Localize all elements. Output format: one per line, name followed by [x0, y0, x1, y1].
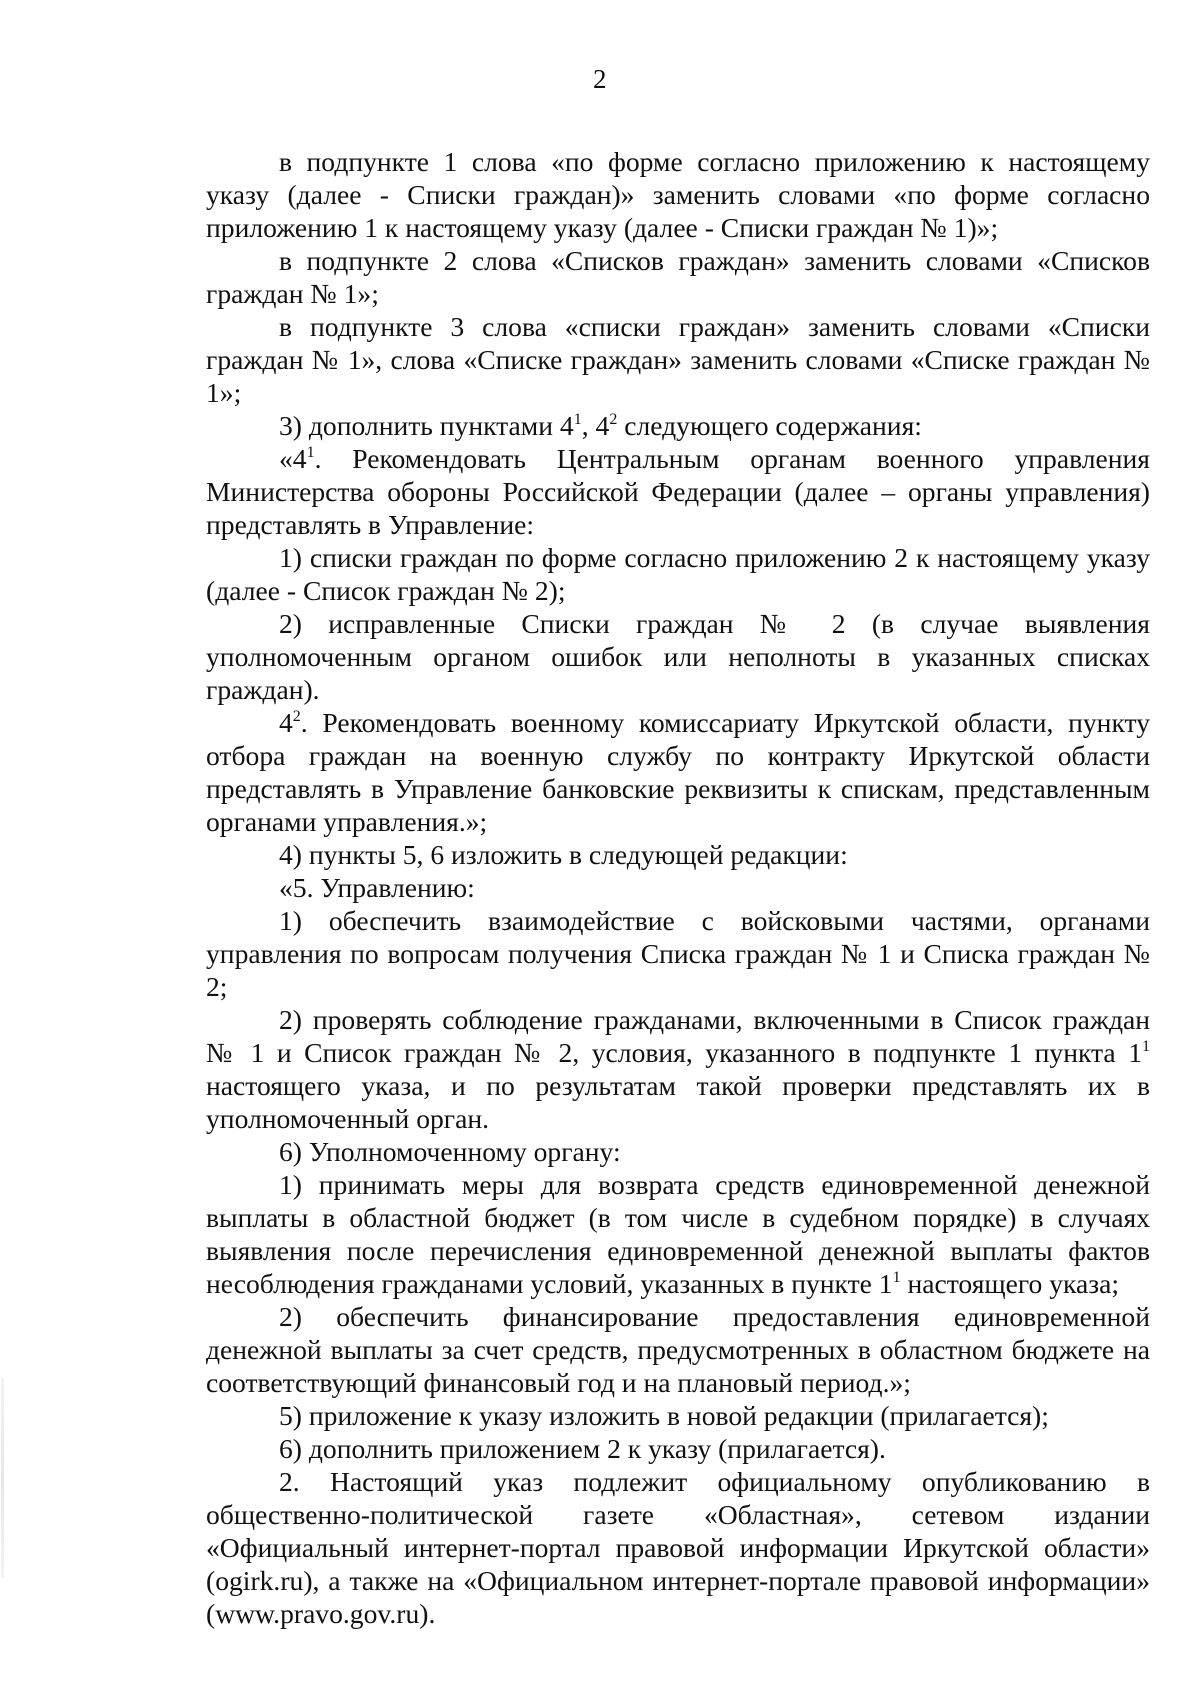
paragraph-subpoint-2: в подпункте 2 слова «Списков граждан» заменить словами «Списков граждан № 1»; — [206, 245, 1150, 309]
paragraph-point-6: 6) Уполномоченному органу: — [279, 1136, 621, 1167]
paragraph-item-5: 5) приложение к указу изложить в новой редакции (прилагается); — [279, 1400, 1049, 1431]
paragraph-item-6: 6) дополнить приложением 2 к указу (прилагается). — [279, 1433, 886, 1464]
document-body — [206, 145, 1150, 1630]
paragraph-subpoint-1: в подпункте 1 слова «по форме согласно приложению к настоящему указу (далее - Списки граждан)» заменить словами «по форме согласно приложению 1 к настоящему указу (далее - Списки граждан № 1)»; — [206, 146, 1150, 243]
paragraph-point-4-2: $4^2$. Рекомендовать военному комиссариату Иркутской области, пункту отбора граждан на военную службу по контракту Иркутской области представлять в Управление банковские реквизиты к спискам, представленным органами управления.»; — [206, 707, 1150, 837]
paragraph-item-4: 4) пункты 5, 6 изложить в следующей редакции: — [279, 839, 848, 870]
paragraph-section-2: 2. Настоящий указ подлежит официальному опубликованию в общественно-политической газете «Областная», сетевом издании «Официальный интернет-портал правовой информации Иркутской области» (ogirk.ru), а также на «Официальном интернет-портале правовой информации» (www.pravo.gov.ru). — [206, 1466, 1150, 1629]
page-number: 2 — [593, 64, 607, 94]
paragraph-point-5-item-2: 2) проверять соблюдение гражданами, включенными в Список граждан № 1 и Список граждан № 2, условия, указанного в подпункте 1 пункта $1^1$ настоящего указа, и по результатам такой проверки представлять их в уполномоченный орган. — [206, 1004, 1150, 1134]
paragraph-point-4-1: «$4^1$. Рекомендовать Центральным органам военного управления Министерства обороны Российской Федерации (далее – органы управления) представлять в Управление: — [206, 443, 1150, 540]
paragraph-list-item-1: 1) списки граждан по форме согласно приложению 2 к настоящему указу (далее - Список граждан № 2); — [206, 542, 1150, 606]
paragraph-point-5: «5. Управлению: — [279, 872, 475, 903]
paragraph-list-item-2: 2) исправленные Списки граждан № 2 (в случае выявления уполномоченным органом ошибок или неполноты в указанных списках граждан). — [206, 608, 1150, 705]
paragraph-subpoint-3: в подпункте 3 слова «списки граждан» заменить словами «Списки граждан № 1», слова «Списке граждан» заменить словами «Списке граждан № 1»; — [206, 311, 1150, 408]
paragraph-point-6-item-1: 1) принимать меры для возврата средств единовременной денежной выплаты в областной бюджет (в том числе в судебном порядке) в случаях выявления после перечисления единовременной денежной выплаты фактов несоблюдения гражданами условий, указанных в пункте $1^1$ настоящего указа; — [206, 1169, 1150, 1299]
paragraph-point-6-item-2: 2) обеспечить финансирование предоставления единовременной денежной выплаты за счет средств, предусмотренных в областном бюджете на соответствующий финансовый год и на плановый период.»; — [206, 1301, 1150, 1398]
scan-edge-mark — [1, 1378, 4, 1578]
paragraph-item-3: 3) дополнить пунктами $4^1$, $4^2$ следующего содержания: — [279, 410, 922, 441]
paragraph-point-5-item-1: 1) обеспечить взаимодействие с войсковыми частями, органами управления по вопросам получения Списка граждан № 1 и Списка граждан № 2; — [206, 905, 1150, 1002]
